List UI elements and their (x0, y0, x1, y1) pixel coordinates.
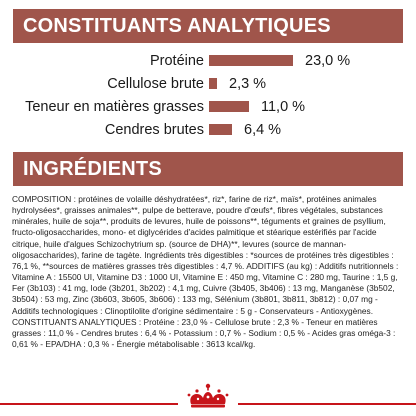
nutrient-row-fat (0, 97, 416, 117)
nutrient-label: Teneur en matières grasses (25, 99, 204, 115)
nutrient-bar (209, 124, 232, 135)
nutrient-bar (209, 55, 293, 66)
nutrient-bar (209, 78, 217, 89)
ingredients-heading-text: INGRÉDIENTS (23, 157, 162, 180)
analytical-constituents-heading (13, 9, 403, 43)
nutrient-value: 23,0 % (305, 53, 351, 69)
analytical-heading-text: CONSTITUANTS ANALYTIQUES (23, 14, 331, 37)
nutrient-bar (209, 101, 249, 112)
nutrient-value: 11,0 % (261, 99, 306, 115)
composition-paragraph: COMPOSITION : protéines de volaille déshydratées*, riz*, farine de riz*, maïs*, protéines animales hydrolysées*, graisses animales**, pulpe de betterave, poudre d'œufs*, fibres végétales, substances minérales, huile de soja**, produits de levures, huile de poissons**, téguments et graines de psyllium, fructo-oligosaccharides, mono- et diglycérides d'acides palmitique et stéarique estérifiés par l'acide citrique, huile d'algues Schizochytrium sp. (source de DHA)**, levures (source de mannan-oligosaccharides), farine de tagète. Ingrédients très digestibles : *sources de protéines très digestibles : 76,1 %, **sources de matières grasses très digestibles : 4,7 %. ADDITIFS (au kg) : Additifs nutritionnels : Vitamine A : 15500 UI, Vitamine D3 : 1000 UI, Vitamine E : 450 mg, Vitamine C : 280 mg, Taurine : 1,5 g, Fer (3b103) : 41 mg, Iode (3b201, 3b202) : 4,1 mg, Cuivre (3b405, 3b406) : 13 mg, Manganèse (3b502, 3b504) : 53 mg, Zinc (3b603, 3b605, 3b606) : 133 mg, Sélénium (3b801, 3b811, 3b812) : 0,07 mg - Additifs technologiques : Clinoptilolite d'origine sédimentaire : 5 g - Conservateurs - Antioxygènes. CONSTITUANTS ANALYTIQUES : Protéine : 23,0 % - Cellulose brute : 2,3 % - Teneur en matières grasses : 11,0 % - Cendres brutes : 6,4 % - Potassium : 0,7 % - Sodium : 0,5 % - Acides gras oméga-3 : 0,61 % - EPA/DHA : 0,3 % - Énergie métabolisable : 3613 kcal/kg. (12, 194, 399, 350)
nutrient-value: 2,3 % (229, 76, 267, 92)
nutrient-row-ash (0, 120, 416, 140)
ingredients-heading (13, 152, 403, 186)
nutrient-label: Cellulose brute (107, 76, 204, 92)
royal-canin-crown-icon (183, 382, 233, 410)
composition-text-block (12, 194, 406, 350)
nutrient-value: 6,4 % (244, 122, 282, 138)
footer-divider-right (238, 403, 416, 405)
nutrient-label: Cendres brutes (104, 122, 204, 138)
nutrient-row-fiber (0, 74, 416, 94)
footer-divider-left (0, 403, 178, 405)
nutrient-row-protein (0, 51, 416, 71)
nutrient-label: Protéine (149, 53, 204, 69)
